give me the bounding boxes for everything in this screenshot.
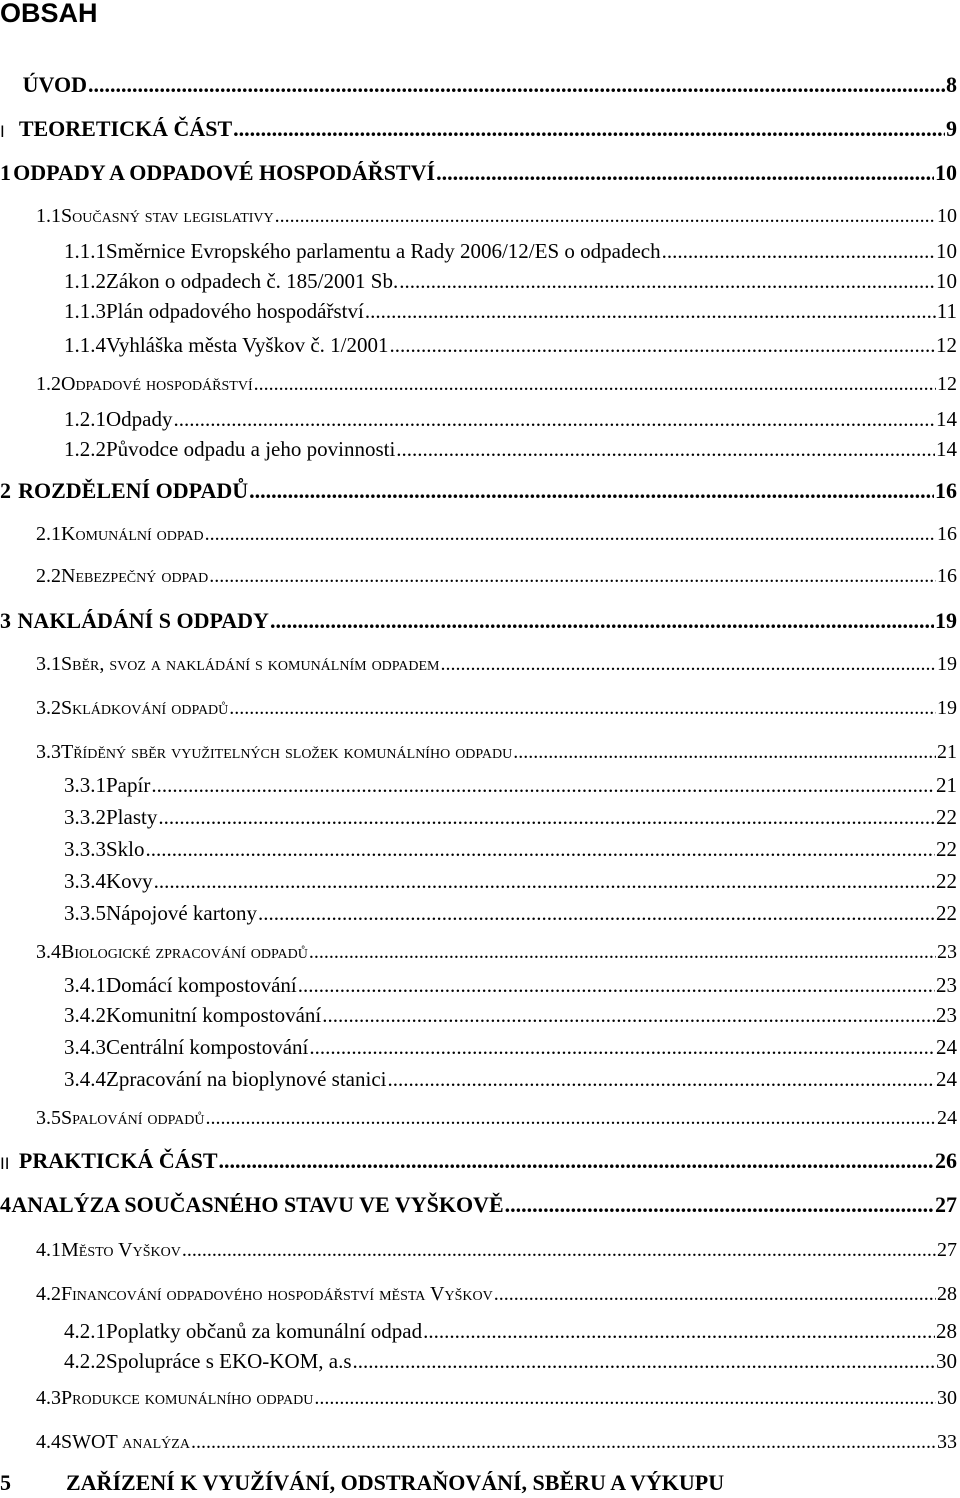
toc-entry[interactable] bbox=[0, 968, 957, 998]
dot-leader bbox=[309, 941, 936, 964]
toc-entry-title: ÚVOD bbox=[22, 72, 87, 97]
dot-leader bbox=[191, 1431, 936, 1454]
toc-entry-page: 19 bbox=[937, 697, 957, 719]
dot-leader bbox=[205, 1107, 936, 1130]
toc-entry-title: Sklo bbox=[106, 837, 145, 861]
toc-entry-number: 3.4.4 bbox=[64, 1067, 106, 1091]
dot-leader bbox=[209, 565, 936, 588]
toc-entry[interactable] bbox=[0, 156, 957, 186]
toc-entry-page: 28 bbox=[936, 1319, 957, 1343]
dot-leader bbox=[154, 869, 935, 894]
toc-entry-title: Produkce komunálního odpadu bbox=[61, 1387, 314, 1409]
toc-entry-number: 4.1 bbox=[36, 1239, 61, 1261]
toc-entry[interactable] bbox=[0, 604, 957, 634]
dot-leader bbox=[219, 1148, 934, 1174]
toc-entry-title: Papír bbox=[106, 773, 151, 797]
toc-entry[interactable] bbox=[0, 1344, 957, 1374]
toc-entry-title: Zákon o odpadech č. 185/2001 Sb. bbox=[106, 269, 399, 293]
toc-entry-title: Biologické zpracování odpadů bbox=[61, 941, 308, 963]
toc-entry-title: Sběr, svoz a nakládání s komunálním odpadem bbox=[61, 653, 440, 675]
toc-entry[interactable] bbox=[0, 264, 957, 294]
toc-entry-page: 27 bbox=[935, 1192, 957, 1217]
toc-entry[interactable] bbox=[0, 68, 957, 98]
dot-leader bbox=[146, 837, 935, 862]
dot-leader bbox=[441, 653, 936, 676]
toc-entry[interactable] bbox=[0, 1062, 957, 1092]
toc-entry-title: Zpracování na bioplynové stanici bbox=[106, 1067, 387, 1091]
dot-leader bbox=[249, 478, 934, 504]
toc-entry-title: Skládkování odpadů bbox=[61, 697, 229, 719]
dot-leader bbox=[662, 239, 935, 264]
toc-entry-title: Město Vyškov bbox=[61, 1239, 181, 1261]
toc-entry-title: Spolupráce s EKO-KOM, a.s bbox=[106, 1349, 352, 1373]
toc-entry-title: Poplatky občanů za komunální odpad bbox=[106, 1319, 423, 1343]
toc-entry-number: 1.1.1 bbox=[64, 239, 106, 263]
dot-leader bbox=[505, 1192, 934, 1218]
dot-leader bbox=[388, 1067, 936, 1092]
toc-entry-page: 16 bbox=[937, 523, 957, 545]
toc-entry-title: Spalování odpadů bbox=[61, 1107, 205, 1129]
toc-entry[interactable] bbox=[0, 1380, 957, 1410]
toc-entry-page: 30 bbox=[937, 1387, 957, 1409]
toc-entry[interactable] bbox=[0, 1030, 957, 1060]
toc-entry-number: 4.2.1 bbox=[64, 1319, 106, 1343]
toc-entry[interactable] bbox=[0, 1314, 957, 1344]
toc-entry-page: 21 bbox=[937, 741, 957, 763]
toc-entry-title: Tříděný sběr využitelných složek komunálního odpadu bbox=[61, 741, 513, 763]
toc-entry-title: Kovy bbox=[106, 869, 153, 893]
toc-entry-page: 14 bbox=[936, 437, 957, 461]
toc-entry-number: 1.2.2 bbox=[64, 437, 106, 461]
dot-leader bbox=[513, 741, 936, 764]
toc-entry-number: 4.3 bbox=[36, 1387, 61, 1409]
toc-entry-page: 10 bbox=[936, 239, 957, 263]
toc-entry[interactable] bbox=[0, 1466, 957, 1496]
toc-entry[interactable] bbox=[0, 558, 957, 588]
toc-entry-page: 16 bbox=[935, 478, 957, 503]
toc-entry-title: Současný stav legislativy bbox=[61, 205, 274, 227]
toc-entry-title: Plasty bbox=[106, 805, 158, 829]
dot-leader bbox=[322, 1003, 935, 1028]
toc-entry-number: 4.2 bbox=[36, 1283, 61, 1305]
toc-entry-title: Odpady bbox=[106, 407, 173, 431]
toc-entry[interactable] bbox=[0, 1100, 957, 1130]
toc-entry-page: 22 bbox=[936, 837, 957, 861]
toc-entry-page: 27 bbox=[937, 1239, 957, 1261]
dot-leader bbox=[314, 1387, 936, 1410]
toc-entry-title: PRAKTICKÁ ČÁST bbox=[18, 1148, 218, 1173]
toc-entry-page: 10 bbox=[936, 269, 957, 293]
toc-entry-number: 3.4.3 bbox=[64, 1035, 106, 1059]
dot-leader bbox=[396, 437, 935, 462]
toc-entry[interactable] bbox=[0, 432, 957, 462]
toc-entry-title: ZAŘÍZENÍ K VYUŽÍVÁNÍ, ODSTRAŇOVÁNÍ, SBĚRU A VÝKUPU bbox=[66, 1470, 725, 1495]
toc-entry[interactable] bbox=[0, 800, 957, 830]
toc-entry-page: 14 bbox=[936, 407, 957, 431]
toc-entry-page: 16 bbox=[937, 565, 957, 587]
toc-entry-number: 1.1.2 bbox=[64, 269, 106, 293]
toc-entry-title: Odpadové hospodářství bbox=[61, 373, 253, 395]
toc-entry-title: Nebezpečný odpad bbox=[61, 565, 209, 587]
toc-entry-number: 1.2 bbox=[36, 373, 61, 395]
toc-entry-number: 3.2 bbox=[36, 697, 61, 719]
toc-entry-title: Komunitní kompostování bbox=[106, 1003, 322, 1027]
toc-entry-number: 3.4 bbox=[36, 941, 61, 963]
dot-leader bbox=[254, 373, 936, 396]
toc-entry-page: 24 bbox=[936, 1067, 957, 1091]
dot-leader bbox=[423, 1319, 935, 1344]
toc-entry[interactable] bbox=[0, 516, 957, 546]
toc-entry-page: 11 bbox=[936, 299, 957, 323]
toc-entry[interactable] bbox=[0, 690, 957, 720]
dot-leader bbox=[151, 773, 935, 798]
toc-entry-title: Centrální kompostování bbox=[106, 1035, 309, 1059]
toc-entry[interactable] bbox=[0, 1232, 957, 1262]
dot-leader bbox=[182, 1239, 936, 1262]
toc-entry-number: 5 bbox=[0, 1470, 11, 1495]
toc-entry-page: 23 bbox=[936, 973, 957, 997]
dot-leader bbox=[365, 299, 936, 324]
toc-entry-page: 24 bbox=[937, 1107, 957, 1129]
toc-entry-page: 9 bbox=[946, 116, 957, 141]
toc-entry-number: 1.1 bbox=[36, 205, 61, 227]
toc-entry-number: 3.3.3 bbox=[64, 837, 106, 861]
toc-entry-page: 30 bbox=[936, 1349, 957, 1373]
dot-leader bbox=[205, 523, 936, 546]
toc-entry-number: 3 bbox=[0, 608, 11, 633]
toc-entry-number: 1.1.4 bbox=[64, 333, 106, 357]
toc-entry[interactable] bbox=[0, 198, 957, 228]
toc-entry-page: 22 bbox=[936, 901, 957, 925]
toc-entry-page: 22 bbox=[936, 805, 957, 829]
dot-leader bbox=[158, 805, 935, 830]
toc-entry-number: 2 bbox=[0, 478, 11, 503]
toc-entry-page: 19 bbox=[935, 608, 957, 633]
dot-leader bbox=[275, 205, 936, 228]
toc-entry[interactable] bbox=[0, 234, 957, 264]
toc-entry[interactable] bbox=[0, 402, 957, 432]
toc-entry[interactable] bbox=[0, 864, 957, 894]
toc-entry-title: Původce odpadu a jeho povinnosti bbox=[106, 437, 396, 461]
toc-entry[interactable] bbox=[0, 294, 957, 324]
toc-entry[interactable] bbox=[0, 474, 957, 504]
toc-entry-page: 12 bbox=[936, 333, 957, 357]
toc-entry-page: 12 bbox=[937, 373, 957, 395]
toc-entry-page: 21 bbox=[936, 773, 957, 797]
toc-entry-number: 3.3.4 bbox=[64, 869, 106, 893]
toc-entry-title: ANALÝZA SOUČASNÉHO STAVU VE VYŠKOVĚ bbox=[11, 1192, 504, 1217]
toc-entry-title: ODPADY A ODPADOVÉ HOSPODÁŘSTVÍ bbox=[13, 160, 436, 185]
toc-entry-number: 3.3 bbox=[36, 741, 61, 763]
toc-entry-number: 3.4.2 bbox=[64, 1003, 106, 1027]
dot-leader bbox=[399, 269, 935, 294]
toc-entry-number: 1.1.3 bbox=[64, 299, 106, 323]
toc-entry-page: 24 bbox=[936, 1035, 957, 1059]
toc-entry[interactable] bbox=[0, 998, 957, 1028]
toc-entry-page: 33 bbox=[937, 1431, 957, 1453]
toc-entry-title: TEORETICKÁ ČÁST bbox=[18, 116, 233, 141]
toc-entry-number: I bbox=[0, 122, 5, 141]
dot-leader bbox=[353, 1349, 935, 1374]
toc-entry-title: Nápojové kartony bbox=[106, 901, 258, 925]
toc-entry-title: NAKLÁDÁNÍ S ODPADY bbox=[17, 608, 269, 633]
toc-entry-number: 4.4 bbox=[36, 1431, 61, 1453]
toc-entry-title: SWOT analýza bbox=[61, 1431, 190, 1453]
page-title: OBSAH bbox=[0, 0, 98, 28]
toc-entry[interactable] bbox=[0, 328, 957, 358]
toc-entry-number: 1.2.1 bbox=[64, 407, 106, 431]
toc-entry-number: 4 bbox=[0, 1192, 11, 1217]
dot-leader bbox=[298, 973, 935, 998]
dot-leader bbox=[390, 333, 935, 358]
toc-entry-number: 1 bbox=[0, 160, 11, 185]
dot-leader bbox=[309, 1035, 935, 1060]
toc-entry-title: Domácí kompostování bbox=[106, 973, 297, 997]
toc-entry-page: 10 bbox=[935, 160, 957, 185]
toc-entry-number: 3.3.1 bbox=[64, 773, 106, 797]
toc-entry[interactable] bbox=[0, 646, 957, 676]
toc-entry-number: 3.3.5 bbox=[64, 901, 106, 925]
toc-entry-title: Financování odpadového hospodářství města Vyškov bbox=[61, 1283, 493, 1305]
toc-entry-title: Komunální odpad bbox=[61, 523, 204, 545]
toc-entry-number: 2.1 bbox=[36, 523, 61, 545]
dot-leader bbox=[229, 697, 936, 720]
toc-entry[interactable] bbox=[0, 1424, 957, 1454]
toc-entry[interactable] bbox=[0, 366, 957, 396]
toc-entry[interactable] bbox=[0, 1144, 957, 1174]
toc-entry[interactable] bbox=[0, 1276, 957, 1306]
dot-leader bbox=[270, 608, 934, 634]
dot-leader bbox=[88, 72, 945, 98]
toc-entry-page: 28 bbox=[937, 1283, 957, 1305]
toc-entry[interactable] bbox=[0, 112, 957, 142]
toc-entry[interactable] bbox=[0, 896, 957, 926]
toc-entry-number: 3.5 bbox=[36, 1107, 61, 1129]
dot-leader bbox=[258, 901, 935, 926]
toc-entry-page: 23 bbox=[936, 1003, 957, 1027]
toc-entry-page: 19 bbox=[937, 653, 957, 675]
toc-entry[interactable] bbox=[0, 1188, 957, 1218]
toc-entry[interactable] bbox=[0, 832, 957, 862]
toc-entry-title: Plán odpadového hospodářství bbox=[106, 299, 364, 323]
toc-entry-number: 2.2 bbox=[36, 565, 61, 587]
toc-entry[interactable] bbox=[0, 934, 957, 964]
dot-leader bbox=[436, 160, 934, 186]
dot-leader bbox=[174, 407, 936, 432]
toc-entry-page: 8 bbox=[946, 72, 957, 97]
toc-entry-page: 22 bbox=[936, 869, 957, 893]
toc-entry-page: 10 bbox=[937, 205, 957, 227]
dot-leader bbox=[233, 116, 945, 142]
toc-entry-number: 3.4.1 bbox=[64, 973, 106, 997]
dot-leader bbox=[494, 1283, 936, 1306]
toc-entry-number: II bbox=[0, 1154, 10, 1173]
toc-entry-number: 3.1 bbox=[36, 653, 61, 675]
toc-entry-title: Směrnice Evropského parlamentu a Rady 2006/12/ES o odpadech bbox=[106, 239, 661, 263]
toc-entry-title: ROZDĚLENÍ ODPADŮ bbox=[18, 478, 249, 503]
toc-entry[interactable] bbox=[0, 768, 957, 798]
toc-entry-number: 4.2.2 bbox=[64, 1349, 106, 1373]
toc-entry-page: 23 bbox=[937, 941, 957, 963]
toc-entry-number: 3.3.2 bbox=[64, 805, 106, 829]
toc-entry-page: 26 bbox=[935, 1148, 957, 1173]
toc-entry[interactable] bbox=[0, 734, 957, 764]
toc-entry-title: Vyhláška města Vyškov č. 1/2001 bbox=[106, 333, 389, 357]
